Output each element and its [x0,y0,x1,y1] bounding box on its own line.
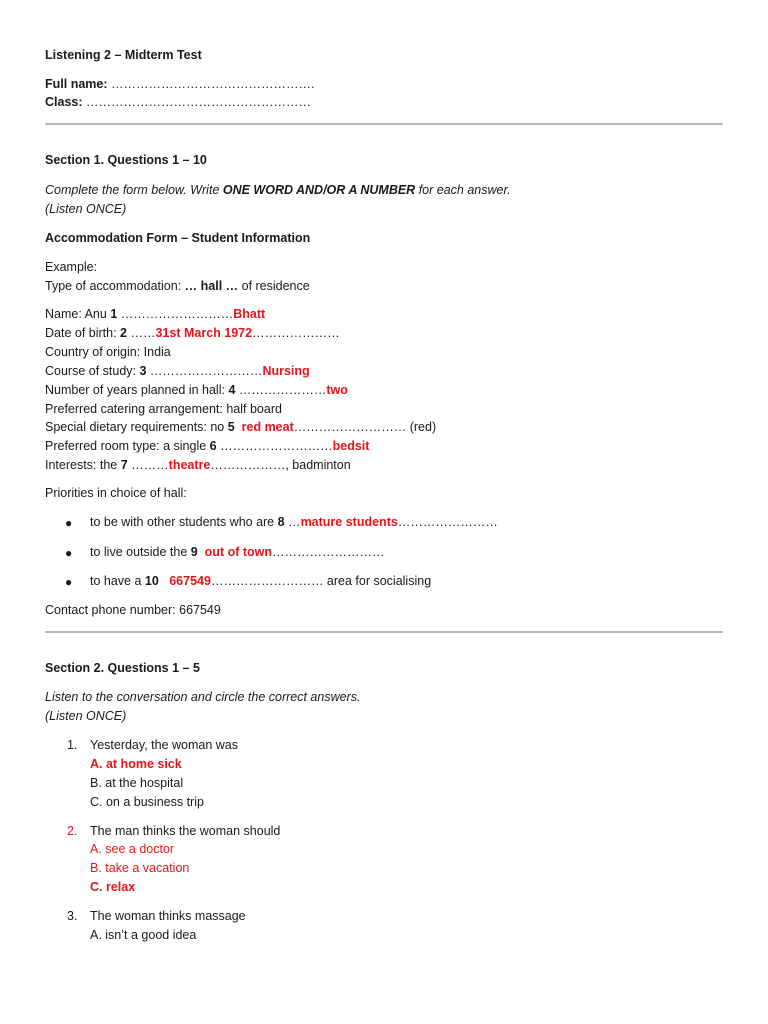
example-label: Example: [45,260,98,274]
section2-title: Section 2. Questions 1 – 5 [45,661,200,675]
divider [45,123,723,125]
answer-8: mature students [300,515,398,529]
question-10: to have a 10 667549……………………… area for socialising [90,574,432,588]
test-title: Listening 2 – Midterm Test [45,48,202,62]
question-number: 3. [67,909,78,923]
mc-question-3: The woman thinks massage [90,909,246,923]
bullet-icon: ● [65,516,73,530]
mc-question-1: Yesterday, the woman was [90,738,238,752]
full-name-line: Full name: …………………………………………. [45,77,315,91]
section1-title: Section 1. Questions 1 – 10 [45,153,207,167]
option-2b: B. take a vacation [90,861,190,875]
divider [45,631,723,633]
answer-3: Nursing [262,364,310,378]
class-line: Class: ……………………………………………… [45,95,312,109]
question-3: Course of study: 3 ………………………Nursing [45,364,310,378]
answer-4: two [326,383,348,397]
question-4: Number of years planned in hall: 4 …………………two [45,383,348,397]
section1-listen-note: (Listen ONCE) [45,202,127,216]
question-9: to live outside the 9 out of town……………………… [90,545,385,559]
answer-9: out of town [204,545,273,559]
answer-2: 31st March 1972 [155,326,253,340]
question-2: Date of birth: 2 ……31st March 1972………………… [45,326,340,340]
bullet-icon: ● [65,546,73,560]
option-2c-selected: C. relax [90,880,136,894]
form-title: Accommodation Form – Student Information [45,231,311,245]
section2-instructions: Listen to the conversation and circle the correct answers. [45,690,361,704]
section1-instructions: Complete the form below. Write ONE WORD AND/OR A NUMBER for each answer. [45,183,511,197]
answer-5: red meat [241,420,294,434]
question-6: Preferred room type: a single 6 ………………………bedsit [45,439,370,453]
question-number: 2. [67,824,78,838]
question-5: Special dietary requirements: no 5 red meat……………………… (red) [45,420,437,434]
question-7: Interests: the 7 ………theatre………………, badminton [45,458,351,472]
option-1b: B. at the hospital [90,776,184,790]
question-1: Name: Anu 1 ………………………Bhatt [45,307,266,321]
question-8: to be with other students who are 8 …mature students…………………… [90,515,498,529]
answer-6: bedsit [332,439,370,453]
answer-10: 667549 [169,574,211,588]
answer-7: theatre [168,458,211,472]
full-name-label: Full name: [45,77,108,91]
catering-line: Preferred catering arrangement: half board [45,402,282,416]
answer-1: Bhatt [233,307,266,321]
mc-question-2: The man thinks the woman should [90,824,281,838]
option-1a-selected: A. at home sick [90,757,182,771]
country-line: Country of origin: India [45,345,171,359]
priorities-label: Priorities in choice of hall: [45,486,187,500]
option-1c: C. on a business trip [90,795,204,809]
question-number: 1. [67,738,78,752]
example-line: Type of accommodation: … hall … of residence [45,279,310,293]
option-3a: A. isn’t a good idea [90,928,197,942]
section2-listen-note: (Listen ONCE) [45,709,127,723]
contact-line: Contact phone number: 667549 [45,603,221,617]
option-2a: A. see a doctor [90,842,175,856]
bullet-icon: ● [65,575,73,589]
class-label: Class: [45,95,83,109]
